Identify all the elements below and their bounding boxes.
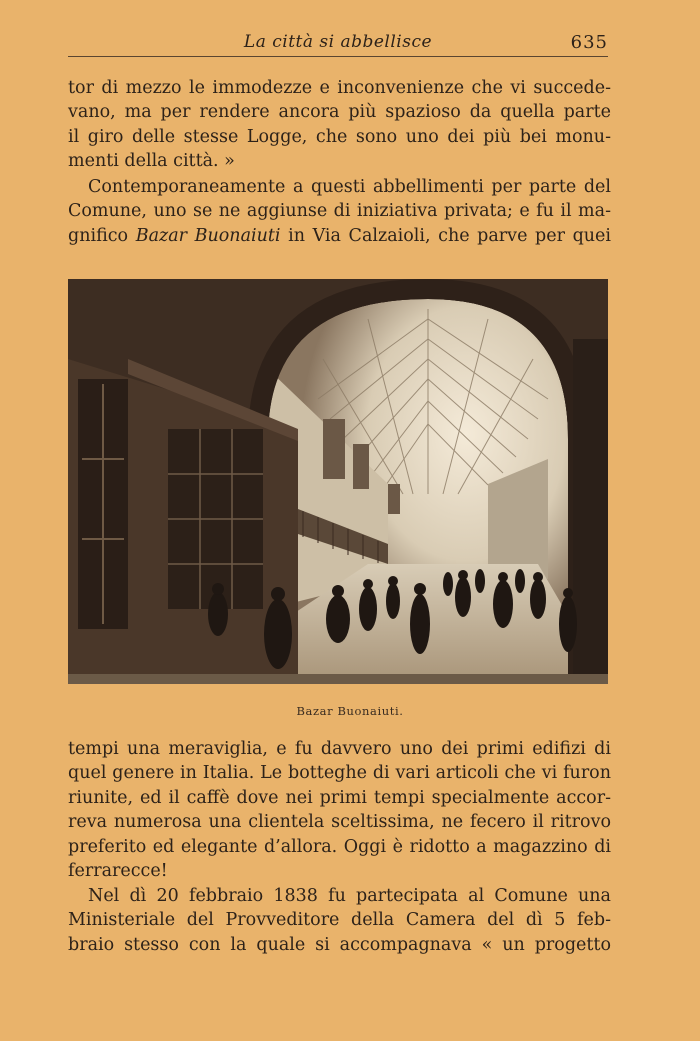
text-line: tor di mezzo le immodezze e inconvenienze che vi succede- (68, 78, 611, 98)
page-number: 635 (570, 32, 608, 53)
header-rule (68, 56, 608, 57)
paragraph-3 (68, 737, 611, 883)
text-fragment: gnifico (68, 225, 136, 246)
text-fragment: in Via Calzaioli, che parve per quei (280, 225, 611, 246)
text-line: menti della città. » (68, 151, 235, 172)
running-title: La città si abbellisce (243, 32, 433, 52)
text-line: il giro delle stesse Logge, che sono uno dei più bei monu- (68, 126, 611, 147)
text-line: Ministeriale del Provveditore della Camera del dì 5 feb- (68, 910, 611, 931)
text-line: preferito ed elegante d’allora. Oggi è ridotto a magazzino di (68, 836, 611, 857)
engraving-illustration (68, 279, 608, 684)
text-line: quel genere in Italia. Le botteghe di vari articoli che vi furon (68, 763, 611, 784)
text-line: braio stesso con la quale si accompagnava « un progetto (68, 934, 611, 955)
text-line: Comune, uno se ne aggiunse di iniziativa privata; e fu il ma- (68, 201, 611, 222)
text-line (68, 224, 611, 248)
text-line: Nel dì 20 febbraio 1838 fu partecipata al Comune una (88, 886, 611, 906)
paragraph-2 (68, 175, 611, 248)
text-line: vano, ma per rendere ancora più spazioso da quella parte (68, 102, 611, 123)
page-header (68, 28, 608, 58)
paragraph-4 (68, 884, 611, 957)
text-line: tempi una meraviglia, e fu davvero uno dei primi edifizi di (68, 739, 611, 759)
paragraph-1 (68, 76, 611, 174)
text-line: riunite, ed il caffè dove nei primi tempi specialmente accor- (68, 787, 611, 808)
text-line: Contemporaneamente a questi abbellimenti per parte del (88, 177, 611, 197)
text-line: ferrarecce! (68, 861, 168, 882)
italic-title: Bazar Buonaiuti (135, 225, 281, 246)
bazar-engraving (68, 279, 608, 684)
figure-caption: Bazar Buonaiuti. (296, 704, 404, 718)
text-line: reva numerosa una clientela sceltissima, ne fecero il ritrovo (68, 812, 611, 833)
